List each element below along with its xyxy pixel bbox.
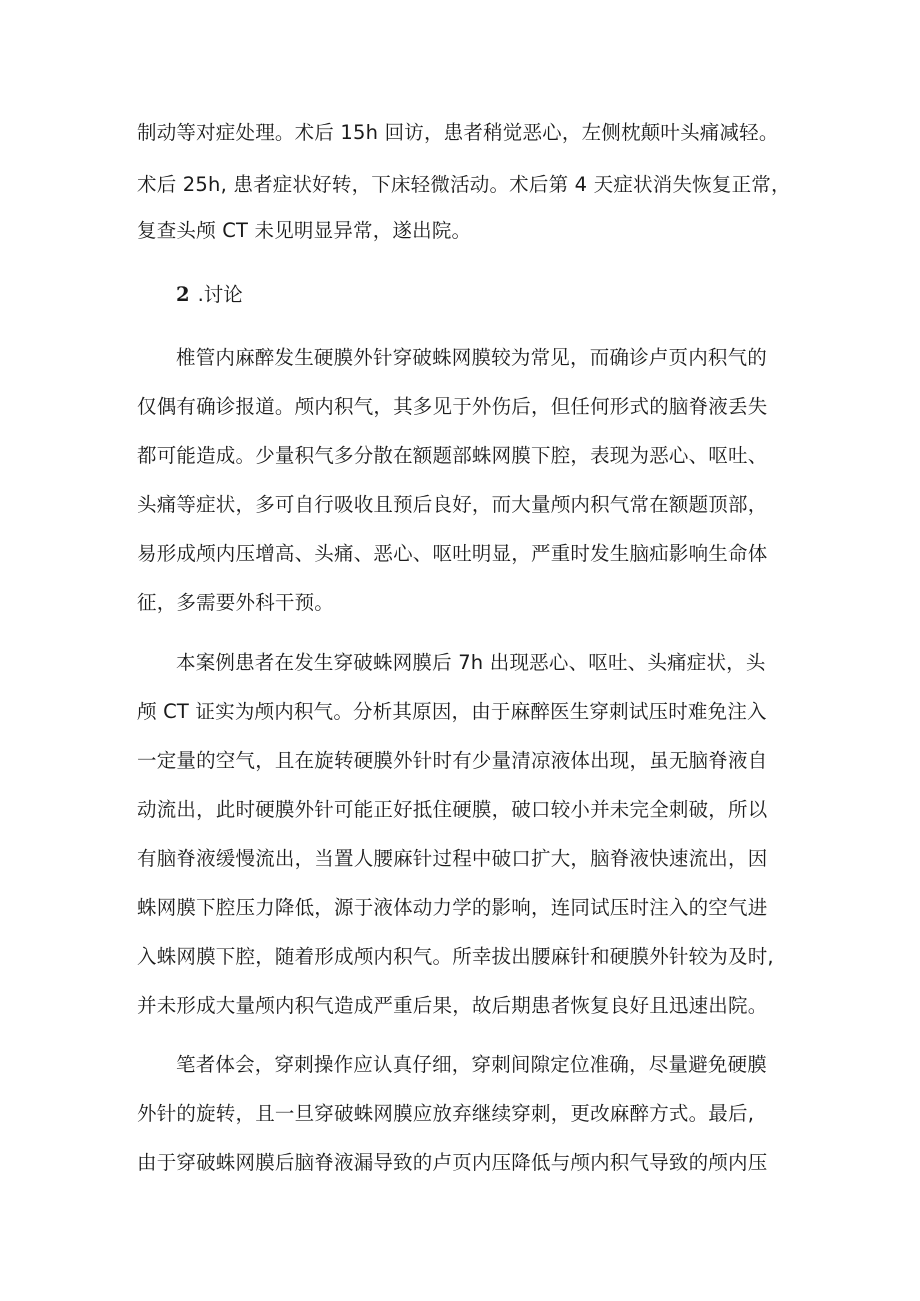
text-line: 仅偶有确诊报道。颅内积气，其多见于外伤后，但任何形式的脑脊液丢失	[137, 395, 768, 418]
text-line: 一定量的空气，且在旋转硬膜外针时有少量清凉液体出现，虽无脑脊液自	[137, 749, 768, 772]
text-line: 有脑脊液缓慢流出，当置人腰麻针过程中破口扩大，脑脊液快速流出，因	[137, 847, 768, 870]
text-line: 颅 CT 证实为颅内积气。分析其原因，由于麻醉医生穿刺试压时难免注入	[137, 700, 767, 723]
text-line: 动流出，此时硬膜外针可能正好抵住硬膜，破口较小并未完全刺破，所以	[137, 798, 768, 821]
text-line: 头痛等症状，多可自行吸收且预后良好，而大量颅内积气常在额题顶部，	[137, 493, 768, 516]
text-line: 术后 25h, 患者症状好转，下床轻微活动。术后第 4 天症状消失恢复正常，	[137, 173, 791, 196]
text-line: 入蛛网膜下腔，随着形成颅内积气。所幸拔出腰麻针和硬膜外针较为及时,	[137, 945, 774, 968]
text-line: 复查头颅 CT 未见明显异常，遂出院。	[137, 219, 472, 242]
text-line: 由于穿破蛛网膜后脑脊液漏导致的卢页内压降低与颅内积气导致的颅内压	[137, 1151, 768, 1174]
text-line: 易形成颅内压增高、头痛、恶心、呕吐明显，严重时发生脑疝影响生命体	[137, 542, 768, 565]
text-line: 椎管内麻醉发生硬膜外针穿破蛛网膜较为常见，而确诊卢页内积气的	[176, 346, 768, 369]
section-heading	[176, 282, 243, 308]
text-line: 制动等对症处理。术后 15h 回访，患者稍觉恶心，左侧枕颠叶头痛减轻。	[137, 121, 779, 144]
section-number: 2	[176, 283, 190, 306]
section-title: .讨论	[197, 283, 243, 306]
text-line: 本案例患者在发生穿破蛛网膜后 7h 出现恶心、呕吐、头痛症状，头	[176, 651, 766, 674]
text-line: 外针的旋转，且一旦穿破蛛网膜应放弃继续穿刺，更改麻醉方式。最后,	[137, 1102, 755, 1125]
text-line: 蛛网膜下腔压力降低，源于液体动力学的影响，连同试压时注入的空气进	[137, 896, 768, 919]
text-line: 并未形成大量颅内积气造成严重后果，故后期患者恢复良好且迅速出院。	[137, 994, 768, 1017]
text-line: 笔者体会，穿刺操作应认真仔细，穿刺间隙定位准确，尽量避免硬膜	[176, 1053, 768, 1076]
text-line: 征，多需要外科干预。	[137, 591, 335, 614]
text-line: 都可能造成。少量积气多分散在额题部蛛网膜下腔，表现为恶心、呕吐、	[137, 444, 768, 467]
